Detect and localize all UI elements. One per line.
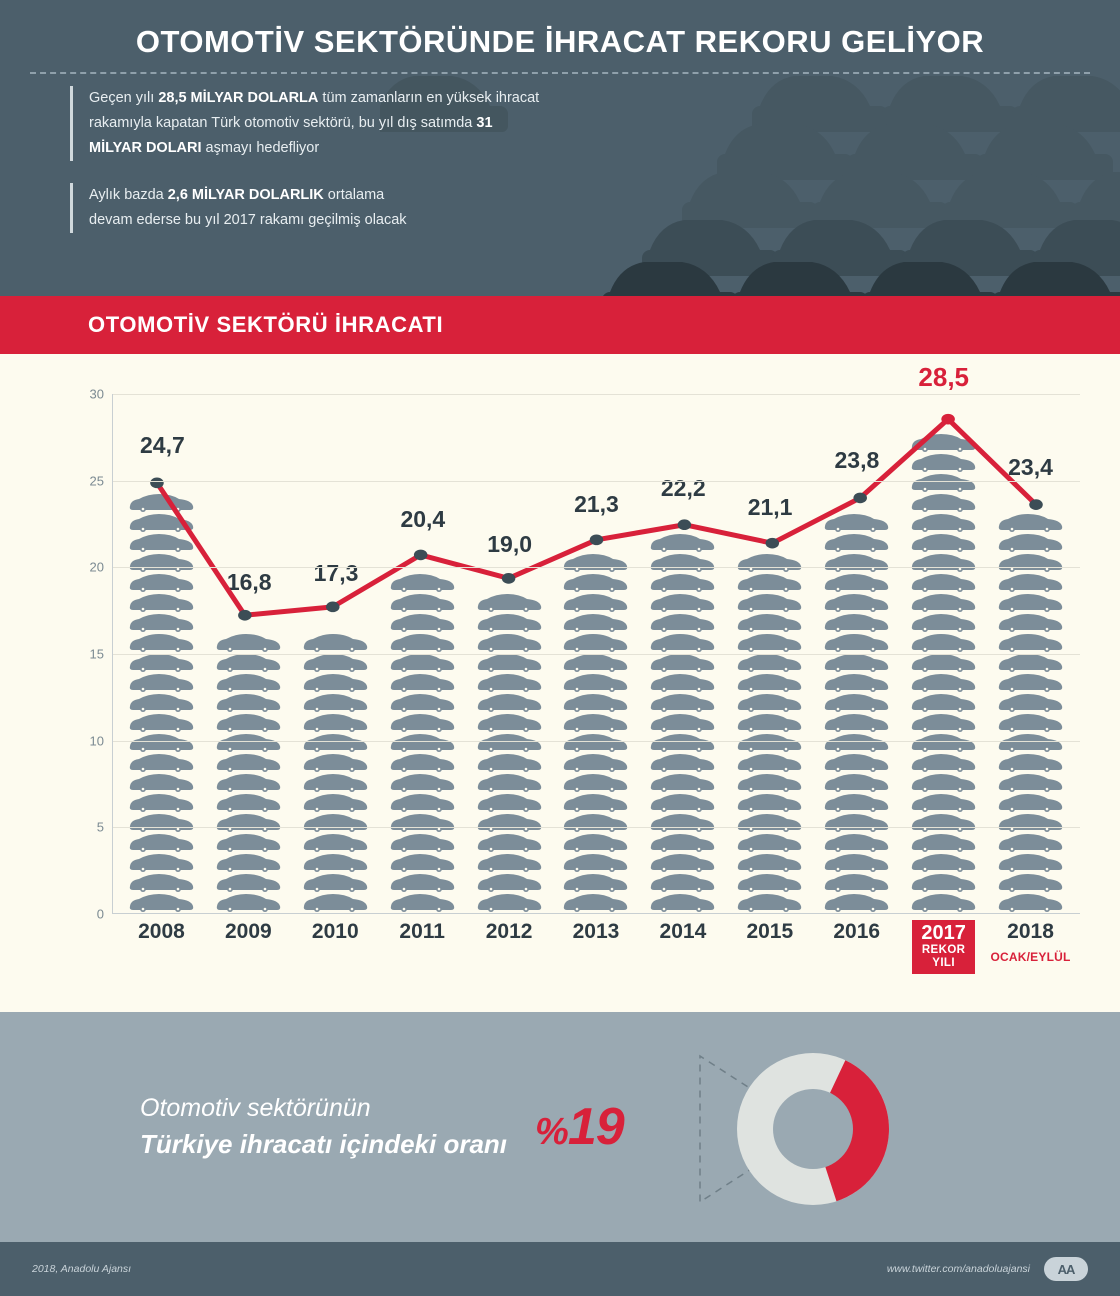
lead1-highlight-1: 28,5 MİLYAR DOLARLA	[158, 90, 319, 106]
x-axis-tick: 2016	[833, 920, 881, 943]
footer-credit: 2018, Anadolu Ajansı	[32, 1263, 132, 1275]
car-pictogram	[997, 573, 1065, 592]
car-pictogram	[997, 653, 1065, 672]
car-pictogram	[389, 693, 457, 712]
header-divider	[30, 72, 1090, 74]
record-year-badge: 2017 REKOR YILI	[912, 920, 975, 974]
car-pictogram	[562, 813, 630, 832]
car-pictogram	[562, 693, 630, 712]
chart-bar	[475, 584, 545, 913]
x-axis-tick: 2008	[138, 920, 185, 943]
car-pictogram	[736, 833, 804, 852]
car-pictogram	[562, 713, 630, 732]
car-pictogram	[476, 673, 544, 692]
car-pictogram	[997, 713, 1065, 732]
car-pictogram	[649, 793, 717, 812]
car-pictogram	[997, 753, 1065, 772]
car-pictogram	[823, 733, 891, 752]
car-pictogram	[649, 553, 717, 572]
car-pictogram	[128, 593, 196, 612]
chart-bar	[214, 622, 284, 913]
car-pictogram	[910, 633, 978, 652]
lead2-highlight: 2,6 MİLYAR DOLARLIK	[167, 186, 324, 203]
percent-symbol: %	[535, 1111, 568, 1153]
car-pictogram	[736, 733, 804, 752]
car-pictogram	[476, 873, 544, 892]
car-pictogram	[476, 753, 544, 772]
car-pictogram	[302, 873, 370, 892]
car-pictogram	[128, 533, 196, 552]
section-bar	[0, 296, 1120, 354]
car-pictogram	[823, 513, 891, 532]
lead-paragraph-1	[70, 86, 540, 161]
car-pictogram	[302, 713, 370, 732]
car-pictogram	[910, 713, 978, 732]
car-pictogram	[910, 573, 978, 592]
car-pictogram	[128, 553, 196, 572]
car-pictogram	[910, 473, 978, 492]
car-pictogram	[302, 673, 370, 692]
footer-twitter-link[interactable]: www.twitter.com/anadoluajansi	[886, 1263, 1030, 1275]
car-pictogram	[562, 753, 630, 772]
car-pictogram	[823, 533, 891, 552]
car-pictogram	[823, 613, 891, 632]
x-axis-tick: 2013	[572, 920, 620, 943]
car-pictogram	[389, 873, 457, 892]
car-pictogram	[128, 793, 196, 812]
car-pictogram	[910, 493, 978, 512]
chart-value-label: 21,3	[574, 490, 619, 517]
chart-value-label: 24,7	[140, 431, 185, 458]
car-pictogram	[997, 793, 1065, 812]
section-title: OTOMOTİV SEKTÖRÜ İHRACATI	[88, 312, 444, 337]
chart-value-label: 22,2	[660, 475, 706, 502]
car-pictogram	[823, 553, 891, 572]
percent-value: 19	[567, 1098, 624, 1156]
chart-plot-area	[112, 362, 1080, 914]
car-pictogram	[562, 853, 630, 872]
car-pictogram	[128, 873, 196, 892]
car-pictogram	[910, 673, 978, 692]
lead2-part-a: Aylık bazda	[89, 186, 168, 203]
car-pictogram	[562, 653, 630, 672]
car-pictogram	[476, 853, 544, 872]
footer	[0, 1242, 1120, 1296]
gridline	[113, 394, 1080, 395]
chart-bar	[735, 547, 805, 913]
share-caption-line1: Otomotiv sektörünün	[140, 1094, 371, 1123]
x-axis-tick: 2010	[311, 920, 359, 943]
aa-logo: AA	[1044, 1257, 1088, 1281]
car-pictogram	[302, 753, 370, 772]
y-axis-label: 5	[96, 819, 104, 835]
car-pictogram	[128, 613, 196, 632]
car-pictogram	[736, 853, 804, 872]
car-pictogram	[649, 813, 717, 832]
car-pictogram	[736, 593, 804, 612]
car-pictogram	[215, 873, 283, 892]
lead1-highlight-2: 31 MİLYAR DOLARI	[89, 114, 493, 156]
car-pictogram	[302, 813, 370, 832]
car-pictogram	[736, 653, 804, 672]
car-pictogram	[649, 633, 717, 652]
chart-value-label: 17,3	[313, 560, 359, 587]
car-pictogram	[910, 733, 978, 752]
car-pictogram	[649, 613, 717, 632]
car-pictogram	[910, 893, 978, 912]
car-pictogram	[215, 733, 283, 752]
car-pictogram	[910, 593, 978, 612]
car-pictogram	[389, 613, 457, 632]
share-band	[0, 1012, 1120, 1242]
y-axis-label: 20	[89, 559, 104, 575]
car-pictogram	[476, 633, 544, 652]
car-pictogram	[128, 493, 196, 512]
chart-value-label: 16,8	[226, 568, 272, 595]
chart-bar	[127, 485, 197, 913]
car-pictogram	[910, 613, 978, 632]
lead1-part-c: tüm zamanların en yüksek ihracat rakamıyla kapatan Türk otomotiv sektörü, bu yıl dış satımda	[89, 90, 540, 131]
car-pictogram	[389, 593, 457, 612]
car-pictogram	[823, 633, 891, 652]
chart-value-label: 21,1	[747, 494, 793, 521]
car-pictogram	[736, 873, 804, 892]
car-pictogram	[997, 633, 1065, 652]
car-pictogram	[215, 653, 283, 672]
car-pictogram	[649, 653, 717, 672]
car-pictogram	[215, 753, 283, 772]
car-pictogram	[823, 713, 891, 732]
x-axis-tick	[900, 920, 987, 974]
gridline	[113, 654, 1080, 655]
chart-value-label: 23,8	[834, 447, 880, 474]
car-pictogram	[128, 653, 196, 672]
car-pictogram	[562, 873, 630, 892]
car-pictogram	[562, 573, 630, 592]
gridline	[113, 567, 1080, 568]
y-axis-label: 10	[89, 733, 104, 749]
car-pictogram	[649, 733, 717, 752]
car-pictogram	[389, 733, 457, 752]
car-pictogram	[736, 673, 804, 692]
car-pictogram	[562, 673, 630, 692]
car-pictogram	[389, 633, 457, 652]
car-pictogram	[389, 853, 457, 872]
car-pictogram	[215, 833, 283, 852]
x-axis-annotation: OCAK/EYLÜL	[990, 950, 1071, 964]
car-pictogram	[302, 833, 370, 852]
car-pictogram	[302, 633, 370, 652]
car-pictogram	[128, 773, 196, 792]
page-title: OTOMOTİV SEKTÖRÜNDE İHRACAT REKORU GELİYOR	[135, 24, 985, 59]
car-pictogram	[910, 753, 978, 772]
car-pictogram	[562, 633, 630, 652]
car-pictogram	[128, 833, 196, 852]
chart-bar	[301, 613, 371, 913]
car-pictogram	[476, 893, 544, 912]
share-caption-line2: Türkiye ihracatı içindeki oranı	[140, 1129, 508, 1160]
car-pictogram	[736, 553, 804, 572]
car-pictogram	[649, 713, 717, 732]
car-pictogram	[128, 673, 196, 692]
chart-section	[0, 354, 1120, 1012]
car-pictogram	[389, 773, 457, 792]
car-pictogram	[910, 693, 978, 712]
car-pictogram	[649, 833, 717, 852]
car-pictogram	[476, 593, 544, 612]
car-pictogram	[389, 813, 457, 832]
car-pictogram	[910, 533, 978, 552]
car-pictogram	[736, 613, 804, 632]
car-pictogram	[997, 733, 1065, 752]
car-pictogram	[476, 713, 544, 732]
car-pictogram	[476, 833, 544, 852]
car-pictogram	[823, 673, 891, 692]
chart-container	[60, 362, 1090, 970]
car-pictogram	[997, 513, 1065, 532]
car-pictogram	[823, 773, 891, 792]
car-pictogram	[997, 593, 1065, 612]
car-pictogram	[562, 833, 630, 852]
car-pictogram	[910, 513, 978, 532]
car-pictogram	[562, 553, 630, 572]
x-axis-tick: 2012	[485, 920, 533, 943]
car-pictogram	[997, 893, 1065, 912]
chart-value-label: 23,4	[1008, 454, 1053, 481]
car-pictogram	[823, 833, 891, 852]
car-pictogram	[649, 693, 717, 712]
x-axis-tick: 2018 OCAK/EYLÜL	[987, 920, 1074, 974]
car-pictogram	[128, 513, 196, 532]
x-axis-tick: 2009	[225, 920, 272, 943]
car-pictogram	[302, 693, 370, 712]
car-pictogram	[562, 593, 630, 612]
car-pictogram	[649, 533, 717, 552]
car-pictogram	[649, 573, 717, 592]
car-pictogram	[823, 573, 891, 592]
car-pictogram	[128, 853, 196, 872]
car-pictogram	[128, 693, 196, 712]
car-pictogram	[562, 613, 630, 632]
car-pictogram	[910, 553, 978, 572]
car-pictogram	[128, 893, 196, 912]
car-pictogram	[128, 753, 196, 772]
car-pictogram	[997, 873, 1065, 892]
car-pictogram	[649, 853, 717, 872]
car-pictogram	[302, 773, 370, 792]
car-pictogram	[215, 713, 283, 732]
gridline	[113, 481, 1080, 482]
gridline	[113, 827, 1080, 828]
car-pictogram	[215, 853, 283, 872]
lead1-part-a: Geçen yılı	[89, 90, 159, 106]
donut-chart	[648, 1016, 978, 1242]
car-pictogram	[215, 813, 283, 832]
car-pictogram	[389, 833, 457, 852]
car-pictogram	[736, 893, 804, 912]
car-pictogram	[910, 453, 978, 472]
car-pictogram	[823, 693, 891, 712]
car-pictogram	[910, 873, 978, 892]
car-pictogram	[736, 813, 804, 832]
car-pictogram	[215, 633, 283, 652]
footer-right	[887, 1257, 1088, 1281]
car-pictogram	[736, 693, 804, 712]
car-pictogram	[910, 833, 978, 852]
car-pictogram	[649, 753, 717, 772]
share-percent	[535, 1097, 624, 1157]
car-pictogram	[128, 573, 196, 592]
chart-bar	[909, 419, 979, 913]
car-pictogram	[910, 773, 978, 792]
car-pictogram	[736, 573, 804, 592]
car-pictogram	[649, 893, 717, 912]
car-pictogram	[562, 793, 630, 812]
gridline	[113, 741, 1080, 742]
car-pictogram	[910, 853, 978, 872]
y-axis-label: 0	[96, 906, 104, 922]
car-pictogram	[649, 773, 717, 792]
car-pictogram	[997, 833, 1065, 852]
chart-bar	[388, 559, 458, 913]
car-pictogram	[389, 713, 457, 732]
car-pictogram	[128, 733, 196, 752]
car-pictogram	[389, 673, 457, 692]
car-pictogram	[736, 793, 804, 812]
chart-bar	[648, 528, 718, 913]
x-axis-tick: 2011	[399, 920, 445, 943]
car-pictogram	[736, 753, 804, 772]
car-pictogram	[476, 773, 544, 792]
car-pictogram	[910, 813, 978, 832]
car-pictogram	[823, 893, 891, 912]
car-pictogram	[302, 853, 370, 872]
car-pictogram	[823, 653, 891, 672]
car-pictogram	[215, 793, 283, 812]
car-pictogram	[389, 893, 457, 912]
car-pictogram	[997, 533, 1065, 552]
car-pictogram	[215, 773, 283, 792]
car-pictogram	[823, 793, 891, 812]
lead-paragraph-2	[70, 183, 410, 233]
car-pictogram	[562, 733, 630, 752]
y-axis-label: 25	[89, 473, 104, 489]
car-pictogram	[215, 893, 283, 912]
car-pictogram	[649, 593, 717, 612]
car-pictogram	[997, 693, 1065, 712]
x-axis-tick: 2014	[659, 920, 707, 943]
car-pictogram	[389, 793, 457, 812]
share-caption	[140, 1090, 507, 1164]
lead2-part-c: ortalama devam ederse bu yıl 2017 rakamı geçilmiş olacak	[89, 186, 407, 228]
chart-bar	[561, 544, 631, 913]
car-pictogram	[910, 433, 978, 452]
chart-x-axis	[112, 920, 1080, 974]
y-axis-label: 30	[89, 386, 104, 402]
car-pictogram	[736, 713, 804, 732]
chart-bar	[822, 500, 892, 913]
car-pictogram	[823, 853, 891, 872]
car-pictogram	[389, 753, 457, 772]
car-pictogram	[910, 653, 978, 672]
car-pictogram	[476, 693, 544, 712]
car-pictogram	[649, 873, 717, 892]
car-pictogram	[215, 693, 283, 712]
y-axis-label: 15	[89, 646, 104, 662]
car-pictogram	[997, 613, 1065, 632]
car-pictogram	[389, 573, 457, 592]
car-pictogram	[476, 813, 544, 832]
car-pictogram	[476, 653, 544, 672]
car-pictogram	[997, 673, 1065, 692]
x-axis-tick: 2015	[746, 920, 794, 943]
car-pictogram	[910, 793, 978, 812]
car-pictogram	[562, 893, 630, 912]
car-pictogram	[302, 793, 370, 812]
chart-value-label: 28,5	[918, 362, 970, 392]
car-pictogram	[128, 813, 196, 832]
car-pictogram	[476, 613, 544, 632]
car-pictogram	[562, 773, 630, 792]
car-pictogram	[302, 653, 370, 672]
car-pictogram	[389, 653, 457, 672]
car-pictogram	[997, 813, 1065, 832]
car-pictogram	[302, 733, 370, 752]
car-pictogram	[997, 773, 1065, 792]
car-pictogram	[736, 633, 804, 652]
lead1-part-e: aşmayı hedefliyor	[201, 139, 320, 156]
car-pictogram	[215, 673, 283, 692]
car-pictogram	[736, 773, 804, 792]
car-pictogram	[476, 793, 544, 812]
car-pictogram	[823, 593, 891, 612]
car-pictogram	[128, 713, 196, 732]
car-pictogram	[997, 553, 1065, 572]
car-pictogram	[128, 633, 196, 652]
car-pictogram	[823, 813, 891, 832]
header	[0, 0, 1120, 296]
car-pictogram	[823, 873, 891, 892]
chart-value-label: 20,4	[400, 506, 446, 533]
car-pictogram	[476, 733, 544, 752]
car-pictogram	[649, 673, 717, 692]
car-pictogram	[302, 893, 370, 912]
car-pictogram	[997, 853, 1065, 872]
car-pictogram	[823, 753, 891, 772]
chart-value-label: 19,0	[487, 530, 533, 557]
